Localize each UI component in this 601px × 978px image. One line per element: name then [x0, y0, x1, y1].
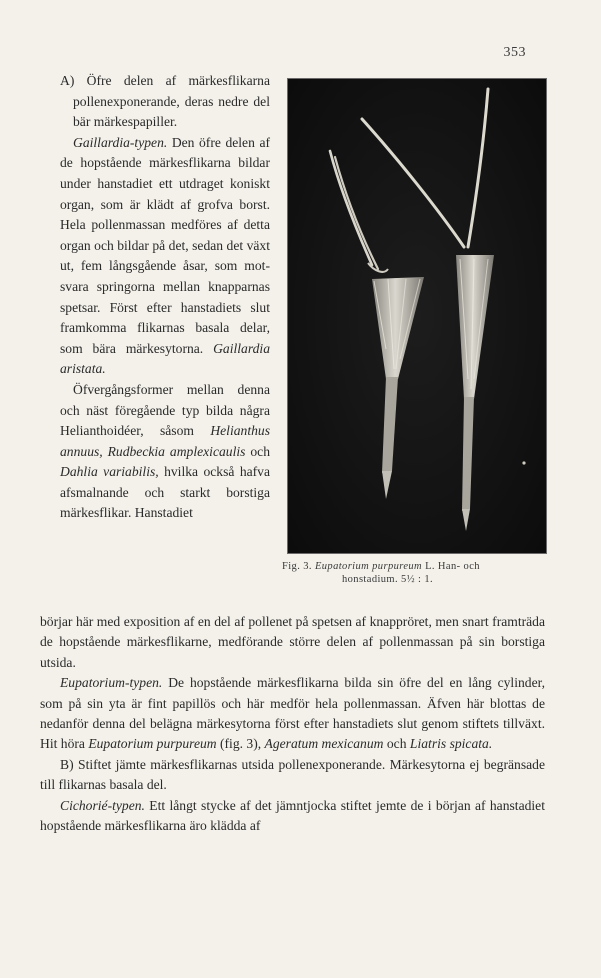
gaillardia-text: Den öfre delen af de hopstående märkesflikarna bildar under hanstadiet ett utdraget koniskt organ, som är klädt af grofva borst. Hela pollenmassan medföres af detta organ och bildar på det, sedan det växt ut, fem långsgående åsar, som motsvara springorna mellan knapparnas spetsar. Först efter hanstadiets slut framkomma flikarnas basala delar, som bära märkesytorna.: [60, 134, 270, 356]
eupatorium-species-3: Liatris spicata.: [409, 736, 493, 752]
caption-species: Eupatorium purpureum: [314, 561, 423, 572]
left-column-text: [60, 71, 270, 524]
main-body-text: [40, 612, 545, 836]
photo-speck: [522, 461, 525, 464]
ofverg-text-1: Öfvergångsformer mellan denna och näst föregående typ bilda några Helianthoidéer, såsom: [60, 381, 270, 439]
eupatorium-type-label: Eupatorium-typen.: [60, 675, 163, 691]
paragraph-continuation: börjar här med exposition af en del af pollenet på spetsen af knappröret, men snart framträda de hopstående märkesflikarne, medförande större delen af pollenmassan på sin borstiga utsida.: [40, 614, 545, 670]
ofverg-dahlia: Dahlia variabilis,: [60, 464, 159, 480]
ofverg-och: och: [245, 443, 271, 459]
photo-background: [288, 79, 546, 553]
flower-photo-illustration: [288, 79, 546, 553]
caption-line-2: honstadium. 5½ : 1.: [342, 574, 434, 585]
ofverg-helianthus: Helianthus annuus, Rudbeckia amplexicaulis: [60, 423, 270, 459]
eupatorium-text-1: De hopstående märkesflikarna bilda sin öfre del en lång cylinder, som på sin yta är fint papillös och här medför hela pollenmassan. Äfven här blottas de nedanför denna del belägna märkesytorna först efter hanstadiets slut genom stiftets tillväxt. Hit höra: [40, 675, 545, 752]
paragraph-eupatorium: [40, 673, 545, 755]
eupatorium-species-1: Eupatorium purpureum: [88, 736, 217, 752]
eupatorium-species-2: Ageratum mexicanum: [264, 736, 384, 752]
ofverg-text-2: hvilka också hafva afsmalnande och starkt borstiga märkesflikar. Hanstadiet: [60, 464, 271, 521]
paragraph-b: B) Stiftet jämte märkesflikarnas utsida pollenexponerande. Märkesytorna ej begränsade till flikarnas basala del.: [40, 756, 545, 793]
figure-photo: [287, 78, 547, 554]
paragraph-gaillardia: [60, 133, 270, 380]
gaillardia-type-label: Gaillardia-typen.: [73, 134, 168, 150]
paragraph-ofvergangsformer: [60, 380, 270, 524]
cichorie-text: Ett långt stycke af det jämntjocka stiftet jemte de i början af hanstadiet hopstående märkesflikarna äro klädda af: [40, 797, 545, 834]
caption-suffix: L. Han- och: [422, 561, 480, 572]
eupatorium-text-2: (fig. 3),: [216, 736, 265, 752]
figure-caption: [282, 560, 552, 586]
eupatorium-text-3: och: [383, 736, 410, 752]
cichorie-type-label: Cichorié-typen.: [60, 797, 145, 813]
page-number: 353: [503, 45, 526, 60]
paragraph-cichorie: [40, 796, 545, 837]
paragraph-a: A) Öfre delen af märkesflikarna pollenexponerande, deras nedre del bär märkespapiller.: [60, 73, 270, 130]
gaillardia-example: Gaillardia aristata.: [60, 340, 270, 377]
caption-prefix: Fig. 3.: [282, 561, 315, 572]
